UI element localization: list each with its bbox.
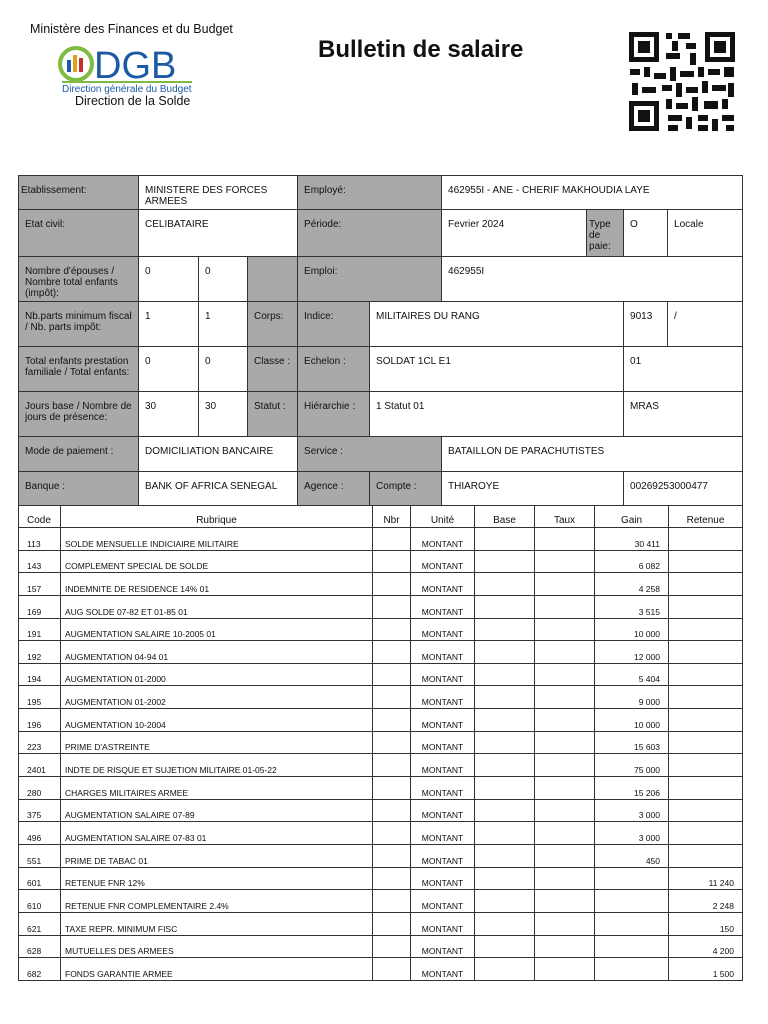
cell-code: 192 xyxy=(19,641,61,664)
cell-nbr xyxy=(373,799,411,822)
info-row-epouses xyxy=(19,257,743,302)
table-row xyxy=(19,890,743,913)
cell-rubrique: AUGMENTATION SALAIRE 07-83 01 xyxy=(61,822,373,845)
cell-taux xyxy=(535,573,595,596)
echelon-label: Echelon : xyxy=(298,347,370,392)
table-row xyxy=(19,912,743,935)
cell-taux xyxy=(535,799,595,822)
cell-code: 621 xyxy=(19,912,61,935)
jours-presence-value: 30 xyxy=(199,392,248,437)
cell-retenue: 1 500 xyxy=(669,958,743,981)
jours-base-value: 30 xyxy=(139,392,199,437)
cell-code: 191 xyxy=(19,618,61,641)
periode-label: Période: xyxy=(298,210,442,257)
cell-base xyxy=(475,822,535,845)
cell-nbr xyxy=(373,731,411,754)
cell-unite: MONTANT xyxy=(411,731,475,754)
cell-code: 143 xyxy=(19,550,61,573)
corps-value: MILITAIRES DU RANG xyxy=(370,302,624,347)
lines-body xyxy=(19,528,743,981)
col-header-rubrique: Rubrique xyxy=(61,506,373,528)
info-row-banque xyxy=(19,472,743,506)
cell-nbr xyxy=(373,912,411,935)
col-header-nbr: Nbr xyxy=(373,506,411,528)
cell-base xyxy=(475,618,535,641)
cell-rubrique: AUGMENTATION 10-2004 xyxy=(61,709,373,732)
cell-gain xyxy=(595,935,669,958)
cell-retenue xyxy=(669,686,743,709)
cell-code: 601 xyxy=(19,867,61,890)
employe-value: 462955I - ANE - CHERIF MAKHOUDIA LAYE xyxy=(442,176,743,210)
cell-gain: 4 258 xyxy=(595,573,669,596)
cell-rubrique: AUGMENTATION SALAIRE 10-2005 01 xyxy=(61,618,373,641)
col-header-taux: Taux xyxy=(535,506,595,528)
cell-nbr xyxy=(373,935,411,958)
epouses-label: Nombre d'épouses / Nombre total enfants (impôt): xyxy=(19,257,139,302)
table-row xyxy=(19,958,743,981)
cell-code: 113 xyxy=(19,528,61,551)
cell-rubrique: RETENUE FNR COMPLEMENTAIRE 2.4% xyxy=(61,890,373,913)
cell-gain: 15 603 xyxy=(595,731,669,754)
info-row-nb-parts xyxy=(19,302,743,347)
cell-unite: MONTANT xyxy=(411,686,475,709)
cell-base xyxy=(475,731,535,754)
cell-base xyxy=(475,663,535,686)
cell-code: 280 xyxy=(19,777,61,800)
cell-nbr xyxy=(373,890,411,913)
emploi-value: 462955I xyxy=(442,257,743,302)
agence-label: Agence : xyxy=(298,472,370,506)
service-value: BATAILLON DE PARACHUTISTES xyxy=(442,437,743,472)
cell-taux xyxy=(535,754,595,777)
table-row xyxy=(19,595,743,618)
cell-retenue xyxy=(669,595,743,618)
cell-retenue xyxy=(669,528,743,551)
table-row xyxy=(19,935,743,958)
table-row xyxy=(19,709,743,732)
col-header-code: Code xyxy=(19,506,61,528)
cell-rubrique: INDEMNITE DE RESIDENCE 14% 01 xyxy=(61,573,373,596)
cell-nbr xyxy=(373,528,411,551)
cell-unite: MONTANT xyxy=(411,709,475,732)
cell-taux xyxy=(535,890,595,913)
cell-unite: MONTANT xyxy=(411,799,475,822)
cell-unite: MONTANT xyxy=(411,528,475,551)
locale-value: Locale xyxy=(668,210,743,257)
cell-taux xyxy=(535,641,595,664)
cell-base xyxy=(475,641,535,664)
cell-taux xyxy=(535,844,595,867)
cell-code: 196 xyxy=(19,709,61,732)
page-title: Bulletin de salaire xyxy=(318,36,524,63)
table-row xyxy=(19,663,743,686)
cell-nbr xyxy=(373,663,411,686)
cell-taux xyxy=(535,663,595,686)
cell-nbr xyxy=(373,867,411,890)
info-row-enfants xyxy=(19,347,743,392)
cell-unite: MONTANT xyxy=(411,618,475,641)
nb-parts-min-value: 1 xyxy=(139,302,199,347)
cell-retenue xyxy=(669,777,743,800)
cell-taux xyxy=(535,777,595,800)
cell-base xyxy=(475,595,535,618)
cell-taux xyxy=(535,935,595,958)
cell-base xyxy=(475,935,535,958)
cell-unite: MONTANT xyxy=(411,890,475,913)
compte-value: 00269253000477 xyxy=(624,472,743,506)
cell-gain: 6 082 xyxy=(595,550,669,573)
cell-gain: 3 000 xyxy=(595,822,669,845)
info-row-etablissement xyxy=(19,176,743,210)
dgb-logo xyxy=(56,44,206,84)
cell-rubrique: AUGMENTATION 04-94 01 xyxy=(61,641,373,664)
table-row xyxy=(19,641,743,664)
cell-taux xyxy=(535,912,595,935)
cell-retenue xyxy=(669,754,743,777)
cell-code: 157 xyxy=(19,573,61,596)
cell-nbr xyxy=(373,754,411,777)
direction-name: Direction de la Solde xyxy=(75,94,191,108)
cell-retenue xyxy=(669,799,743,822)
cell-rubrique: COMPLEMENT SPECIAL DE SOLDE xyxy=(61,550,373,573)
logo-text: DGB xyxy=(94,45,177,84)
service-label: Service : xyxy=(298,437,442,472)
cell-nbr xyxy=(373,641,411,664)
cell-gain: 75 000 xyxy=(595,754,669,777)
cell-retenue: 4 200 xyxy=(669,935,743,958)
cell-nbr xyxy=(373,573,411,596)
cell-code: 496 xyxy=(19,822,61,845)
cell-gain: 450 xyxy=(595,844,669,867)
cell-taux xyxy=(535,550,595,573)
salary-lines-table xyxy=(18,505,743,981)
cell-base xyxy=(475,890,535,913)
info-row-paiement xyxy=(19,437,743,472)
table-row xyxy=(19,528,743,551)
cell-gain: 10 000 xyxy=(595,618,669,641)
cell-rubrique: PRIME D'ASTREINTE xyxy=(61,731,373,754)
statut-value: 1 Statut 01 xyxy=(370,392,624,437)
col-header-gain: Gain xyxy=(595,506,669,528)
cell-gain xyxy=(595,890,669,913)
document-header xyxy=(0,0,768,140)
echelon-value: 01 xyxy=(624,347,743,392)
type-paie-label: Type de paie: xyxy=(587,210,624,257)
table-row xyxy=(19,777,743,800)
cell-rubrique: AUGMENTATION SALAIRE 07-89 xyxy=(61,799,373,822)
cell-gain: 9 000 xyxy=(595,686,669,709)
cell-retenue xyxy=(669,709,743,732)
jours-label: Jours base / Nombre de jours de présence: xyxy=(19,392,139,437)
cell-nbr xyxy=(373,595,411,618)
cell-code: 551 xyxy=(19,844,61,867)
info-row-etat-civil xyxy=(19,210,743,257)
cell-taux xyxy=(535,731,595,754)
cell-retenue xyxy=(669,731,743,754)
cell-code: 2401 xyxy=(19,754,61,777)
cell-retenue: 11 240 xyxy=(669,867,743,890)
cell-unite: MONTANT xyxy=(411,958,475,981)
cell-base xyxy=(475,550,535,573)
cell-unite: MONTANT xyxy=(411,663,475,686)
nb-parts-label: Nb.parts minimum fiscal / Nb. parts impôt: xyxy=(19,302,139,347)
cell-retenue xyxy=(669,822,743,845)
cell-gain: 3 000 xyxy=(595,799,669,822)
info-spacer xyxy=(248,257,298,302)
info-row-jours xyxy=(19,392,743,437)
agence-value: THIAROYE xyxy=(442,472,624,506)
table-row xyxy=(19,573,743,596)
table-row xyxy=(19,822,743,845)
hierarchie-label: Hiérarchie : xyxy=(298,392,370,437)
mode-paiement-value: DOMICILIATION BANCAIRE xyxy=(139,437,298,472)
cell-base xyxy=(475,912,535,935)
cell-rubrique: CHARGES MILITAIRES ARMEE xyxy=(61,777,373,800)
cell-gain xyxy=(595,958,669,981)
cell-code: 610 xyxy=(19,890,61,913)
total-enfants-label: Total enfants prestation familiale / Total enfants: xyxy=(19,347,139,392)
epouses-value: 0 xyxy=(139,257,199,302)
cell-retenue: 2 248 xyxy=(669,890,743,913)
compte-label: Compte : xyxy=(370,472,442,506)
cell-unite: MONTANT xyxy=(411,777,475,800)
cell-taux xyxy=(535,595,595,618)
cell-unite: MONTANT xyxy=(411,595,475,618)
emploi-label: Emploi: xyxy=(298,257,442,302)
col-header-base: Base xyxy=(475,506,535,528)
cell-rubrique: AUGMENTATION 01-2000 xyxy=(61,663,373,686)
indice-label: Indice: xyxy=(298,302,370,347)
type-paie-value: O xyxy=(624,210,668,257)
cell-gain xyxy=(595,912,669,935)
cell-nbr xyxy=(373,822,411,845)
cell-base xyxy=(475,799,535,822)
cell-rubrique: PRIME DE TABAC 01 xyxy=(61,844,373,867)
cell-rubrique: AUGMENTATION 01-2002 xyxy=(61,686,373,709)
cell-unite: MONTANT xyxy=(411,754,475,777)
cell-unite: MONTANT xyxy=(411,912,475,935)
cell-rubrique: MUTUELLES DES ARMEES xyxy=(61,935,373,958)
cell-unite: MONTANT xyxy=(411,867,475,890)
cell-gain: 10 000 xyxy=(595,709,669,732)
classe-label: Classe : xyxy=(248,347,298,392)
table-row xyxy=(19,844,743,867)
cell-base xyxy=(475,754,535,777)
cell-code: 195 xyxy=(19,686,61,709)
cell-nbr xyxy=(373,777,411,800)
col-header-unite: Unité xyxy=(411,506,475,528)
indice-value: 9013 xyxy=(624,302,668,347)
cell-nbr xyxy=(373,844,411,867)
employe-label: Employé: xyxy=(298,176,442,210)
cell-retenue xyxy=(669,844,743,867)
cell-base xyxy=(475,844,535,867)
cell-taux xyxy=(535,822,595,845)
employee-info-table xyxy=(18,175,743,506)
cell-taux xyxy=(535,958,595,981)
hierarchie-value: MRAS xyxy=(624,392,743,437)
cell-code: 375 xyxy=(19,799,61,822)
cell-retenue: 150 xyxy=(669,912,743,935)
cell-nbr xyxy=(373,958,411,981)
cell-code: 628 xyxy=(19,935,61,958)
cell-taux xyxy=(535,528,595,551)
cell-nbr xyxy=(373,709,411,732)
lines-header-row xyxy=(19,506,743,528)
cell-unite: MONTANT xyxy=(411,935,475,958)
cell-code: 169 xyxy=(19,595,61,618)
cell-code: 682 xyxy=(19,958,61,981)
table-row xyxy=(19,867,743,890)
cell-gain: 12 000 xyxy=(595,641,669,664)
logo-subtitle: Direction générale du Budget xyxy=(62,81,192,95)
statut-label: Statut : xyxy=(248,392,298,437)
cell-unite: MONTANT xyxy=(411,641,475,664)
cell-gain: 15 206 xyxy=(595,777,669,800)
cell-unite: MONTANT xyxy=(411,844,475,867)
cell-base xyxy=(475,777,535,800)
etat-civil-label: Etat civil: xyxy=(19,210,139,257)
table-row xyxy=(19,550,743,573)
table-row xyxy=(19,618,743,641)
table-row xyxy=(19,799,743,822)
corps-label: Corps: xyxy=(248,302,298,347)
cell-retenue xyxy=(669,618,743,641)
periode-value: Fevrier 2024 xyxy=(442,210,587,257)
cell-retenue xyxy=(669,573,743,596)
ministry-name: Ministère des Finances et du Budget xyxy=(30,22,233,36)
cell-retenue xyxy=(669,641,743,664)
nb-parts-value: 1 xyxy=(199,302,248,347)
table-row xyxy=(19,754,743,777)
cell-taux xyxy=(535,709,595,732)
cell-base xyxy=(475,573,535,596)
cell-gain: 5 404 xyxy=(595,663,669,686)
cell-taux xyxy=(535,618,595,641)
etablissement-value: MINISTERE DES FORCES ARMEES xyxy=(139,176,298,210)
enfants-prestation-value: 0 xyxy=(139,347,199,392)
cell-base xyxy=(475,958,535,981)
classe-value: SOLDAT 1CL E1 xyxy=(370,347,624,392)
cell-rubrique: SOLDE MENSUELLE INDICIAIRE MILITAIRE xyxy=(61,528,373,551)
cell-rubrique: RETENUE FNR 12% xyxy=(61,867,373,890)
cell-gain: 3 515 xyxy=(595,595,669,618)
etat-civil-value: CELIBATAIRE xyxy=(139,210,298,257)
cell-code: 223 xyxy=(19,731,61,754)
banque-label: Banque : xyxy=(19,472,139,506)
qr-code-icon xyxy=(628,31,736,132)
cell-unite: MONTANT xyxy=(411,573,475,596)
cell-nbr xyxy=(373,618,411,641)
cell-retenue xyxy=(669,550,743,573)
enfants-impot-value: 0 xyxy=(199,257,248,302)
cell-rubrique: AUG SOLDE 07-82 ET 01-85 01 xyxy=(61,595,373,618)
logo-emblem-icon xyxy=(60,48,92,80)
cell-gain xyxy=(595,867,669,890)
mode-paiement-label: Mode de paiement : xyxy=(19,437,139,472)
cell-base xyxy=(475,867,535,890)
table-row xyxy=(19,686,743,709)
cell-nbr xyxy=(373,550,411,573)
cell-code: 194 xyxy=(19,663,61,686)
cell-retenue xyxy=(669,663,743,686)
banque-value: BANK OF AFRICA SENEGAL xyxy=(139,472,298,506)
cell-gain: 30 411 xyxy=(595,528,669,551)
cell-nbr xyxy=(373,686,411,709)
cell-base xyxy=(475,709,535,732)
indice-separator: / xyxy=(668,302,743,347)
col-header-retenue: Retenue xyxy=(669,506,743,528)
total-enfants-value: 0 xyxy=(199,347,248,392)
cell-base xyxy=(475,686,535,709)
table-row xyxy=(19,731,743,754)
cell-taux xyxy=(535,686,595,709)
cell-taux xyxy=(535,867,595,890)
cell-rubrique: TAXE REPR. MINIMUM FISC xyxy=(61,912,373,935)
cell-unite: MONTANT xyxy=(411,822,475,845)
cell-base xyxy=(475,528,535,551)
cell-unite: MONTANT xyxy=(411,550,475,573)
cell-rubrique: INDTE DE RISQUE ET SUJETION MILITAIRE 01-05-22 xyxy=(61,754,373,777)
cell-rubrique: FONDS GARANTIE ARMEE xyxy=(61,958,373,981)
etablissement-label: Etablissement: xyxy=(19,176,139,210)
